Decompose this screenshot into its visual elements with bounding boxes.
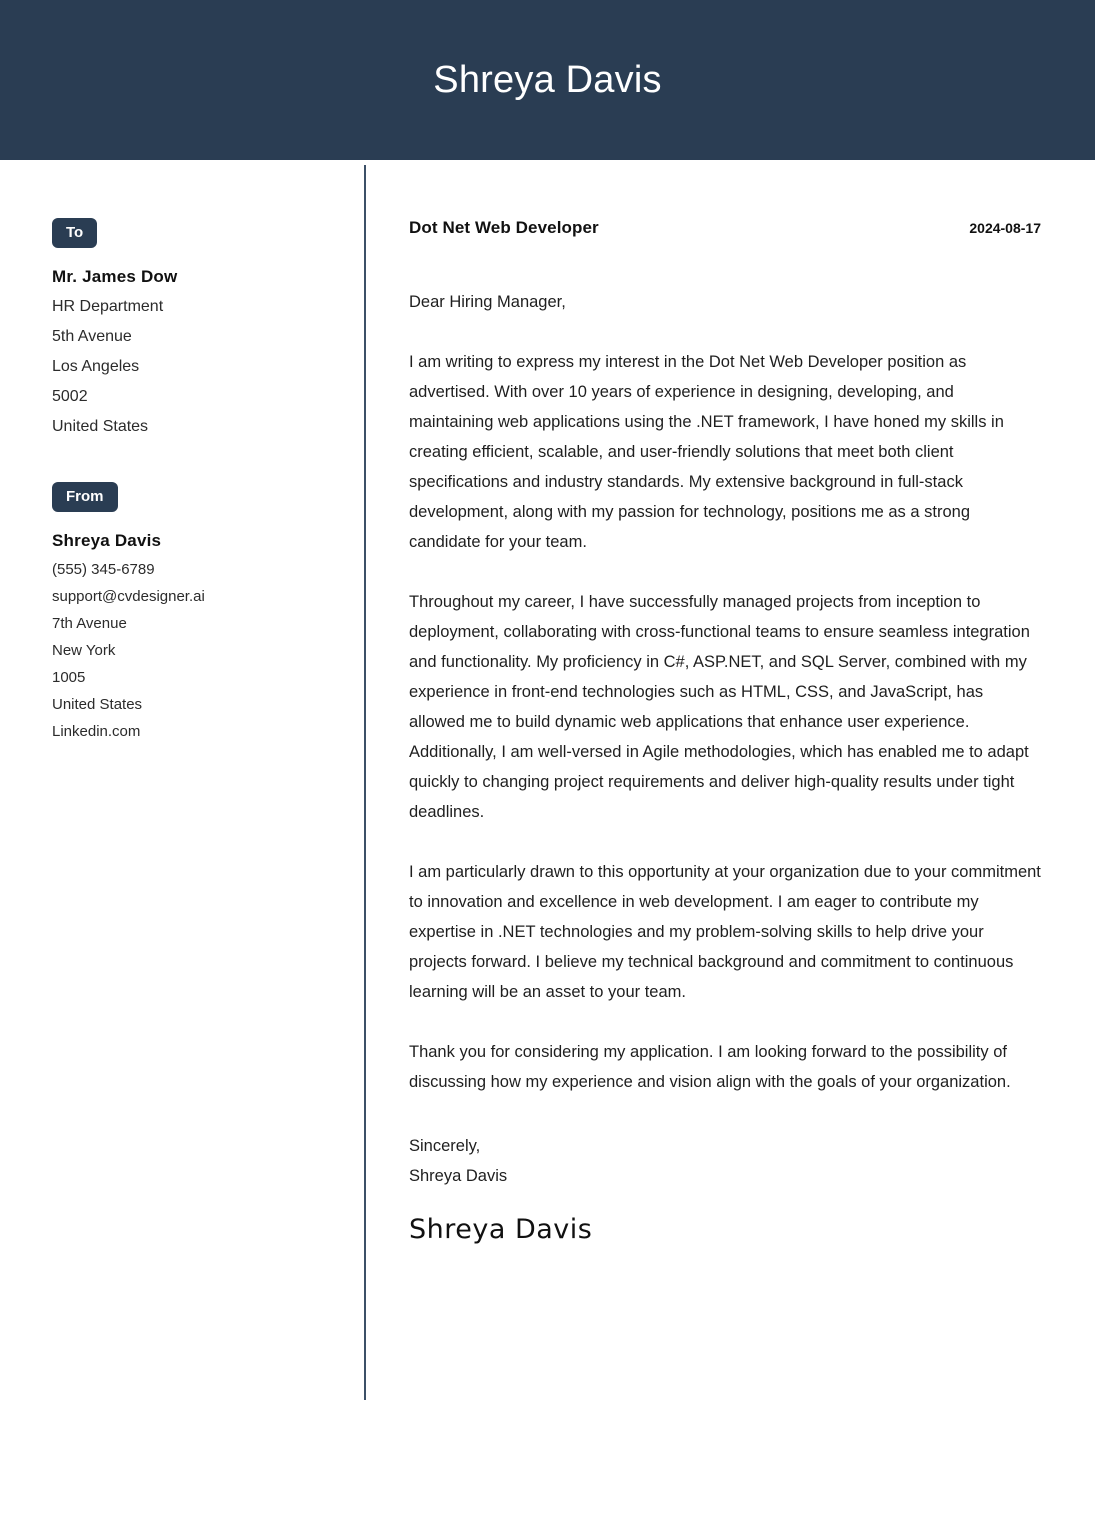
- document-header: [0, 0, 1095, 160]
- recipient-line: 5002: [52, 388, 88, 405]
- page-title: Shreya Davis: [433, 59, 662, 101]
- letter-paragraph: Throughout my career, I have successfully managed projects from inception to deployment, collaborating with cross-functional teams to ensure seamless integration and functionality. My proficiency in C#, ASP.NET, and SQL Server, combined with my experience in front-end technologies such as HTML, CSS, and JavaScript, has allowed me to build dynamic web applications that enhance user experience. Additionally, I am well-versed in Agile methodologies, which has enabled me to adapt quickly to changing project requirements and deliver high-quality results under tight deadlines.: [409, 593, 1030, 821]
- recipient-block: [52, 218, 342, 442]
- closing-word: Sincerely,: [409, 1137, 481, 1155]
- recipient-line: 5th Avenue: [52, 328, 132, 345]
- recipient-line: HR Department: [52, 298, 164, 315]
- salutation: Dear Hiring Manager,: [409, 293, 566, 311]
- sender-line: New York: [52, 642, 116, 659]
- letter-paragraph: I am writing to express my interest in the Dot Net Web Developer position as advertised. With over 10 years of experience in designing, developing, and maintaining web applications using the .NET framework, I have honed my skills in creating efficient, scalable, and user-friendly solutions that meet both client specifications and industry standards. My extensive background in full-stack development, along with my passion for technology, positions me as a strong candidate for your team.: [409, 353, 1004, 551]
- column-divider: [364, 165, 366, 1400]
- closing-block: [409, 1131, 1041, 1191]
- to-badge: To: [52, 218, 97, 248]
- letter-header: [409, 218, 1041, 238]
- closing-name: Shreya Davis: [409, 1167, 508, 1185]
- recipient-line: Los Angeles: [52, 358, 140, 375]
- recipient-address: [52, 262, 342, 442]
- recipient-name: Mr. James Dow: [52, 267, 178, 286]
- letter-content: [409, 160, 1041, 1245]
- from-badge: From: [52, 482, 118, 512]
- letter-paragraph: I am particularly drawn to this opportunity at your organization due to your commitment to innovation and excellence in web development. I am eager to contribute my expertise in .NET technologies and my problem-solving skills to help drive your projects forward. I believe my technical background and commitment to continuous learning will be an asset to your team.: [409, 863, 1041, 1001]
- document-body: [0, 160, 1095, 1536]
- letter-paragraph: Thank you for considering my application. I am looking forward to the possibility of discussing how my experience and vision align with the goals of your organization.: [409, 1043, 1011, 1091]
- sender-line: 7th Avenue: [52, 615, 127, 632]
- signature: Shreya Davis: [409, 1214, 593, 1245]
- sender-line: United States: [52, 696, 143, 713]
- sender-email: support@cvdesigner.ai: [52, 588, 205, 605]
- job-title: Dot Net Web Developer: [409, 218, 599, 237]
- sender-website: Linkedin.com: [52, 723, 141, 740]
- sender-line: 1005: [52, 669, 86, 686]
- recipient-line: United States: [52, 418, 149, 435]
- sender-block: [52, 482, 342, 745]
- sender-name: Shreya Davis: [52, 531, 162, 550]
- sender-address: [52, 526, 342, 745]
- letter-date: 2024-08-17: [969, 220, 1041, 236]
- sidebar: [52, 160, 342, 745]
- sender-phone: (555) 345-6789: [52, 561, 155, 578]
